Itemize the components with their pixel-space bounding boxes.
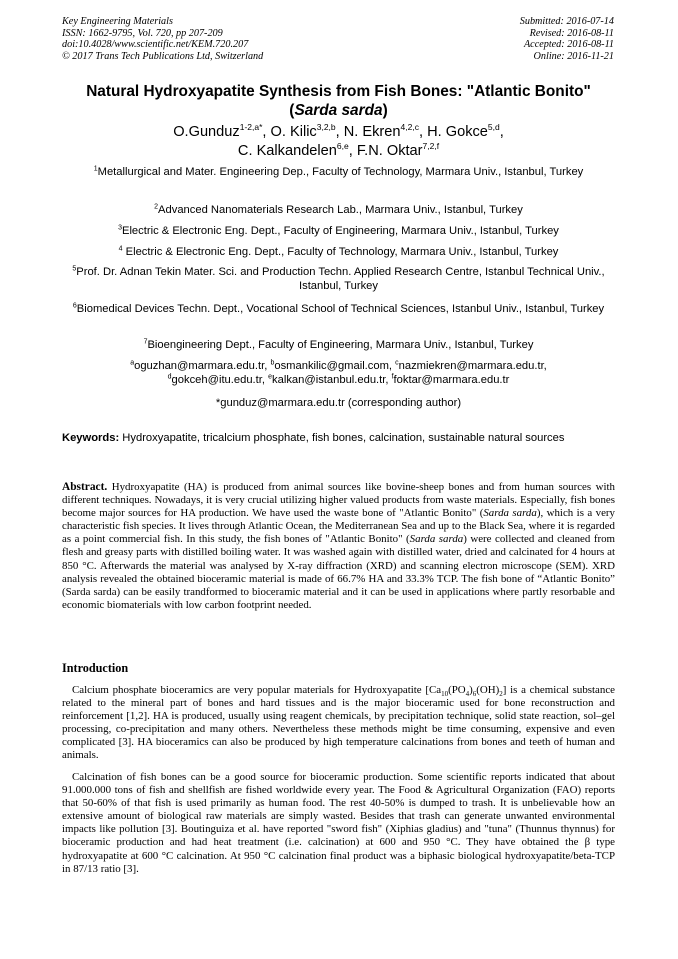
author-name: N. Ekren	[343, 124, 401, 140]
affiliation-3: $^3$Electric & Electronic Eng. Dept., Faculty of Engineering, Marmara Univ., Istanbul, Turkey	[118, 224, 559, 237]
affiliation-6: $^6$Biomedical Devices Techn. Dept., Vocational School of Technical Sciences, Istanbul Univ., Istanbul, Turkey	[72, 302, 605, 315]
affiliation-4: $^4$ Electric & Electronic Eng. Dept., Faculty of Technology, Marmara Univ., Istanbul, Turkey	[118, 245, 559, 258]
email: nazmiekren@marmara.edu.tr,	[398, 360, 547, 372]
abstract: Abstract. Hydroxyapatite (HA) is produced from animal sources like bovine-sheep bones and from human sources with different techniques. Nowadays, it is very crucial utilizing higher valued products from waste materials. Especially, fish bones become major sources for HA production. We have used the waste bone of "Atlantic Bonito" (Sarda sarda), which is a very characteristic fish species. It lives through Atlantic Ocean, the Mediterranean Sea and up to the Black Sea, where it is regarded as a point commercial fish. In this study, the fish bones of "Atlantic Bonito" (Sarda sarda) were collected and cleaned from flesh and greasy parts with distilled boiling water. It was washed again with distilled water, dried and calcinated for 4 hours at 850 °C. Afterwards the material was analysed by X-ray diffraction (XRD) and scanning electron microscope (SEM). XRD analysis revealed the obtained bioceramic material is made of 66.7% HA and 33.3% TCP. The fish bone of “Atlantic Bonito” (Sarda sarda) can be easily trandformed to bioceramic material and it can be used in applications where partly resorbable and economic biomaterials with low carbon footprint needed.	[62, 481, 615, 611]
email-list: $^a$oguzhan@marmara.edu.tr, $^b$osmankilic@gmail.com, $^c$nazmiekren@marmara.edu.tr, $^d$gokceh@itu.edu.tr, $^e$kalkan@istanbul.edu.tr, $^f$foktar@marmara.edu.tr	[130, 359, 547, 386]
date-online: Online: 2016-11-21	[533, 50, 614, 62]
email: kalkan@istanbul.edu.tr,	[272, 373, 392, 386]
affiliation-5: $^5$Prof. Dr. Adnan Tekin Mater. Sci. and Production Techn. Applied Research Centre, Istanbul Technical Univ., Istanbul, Turkey	[72, 265, 605, 292]
affiliation-1: $^1$Metallurgical and Mater. Engineering Dep., Faculty of Technology, Marmara Univ., Istanbul, Turkey	[93, 165, 584, 178]
keywords-text: Hydroxyapatite, tricalcium phosphate, fish bones, calcination, sustainable natural sources	[119, 432, 565, 444]
author-name: F.N. Oktar	[356, 142, 423, 159]
email: oguzhan@marmara.edu.tr,	[134, 360, 271, 372]
author-name: O.Gunduz	[173, 124, 240, 140]
title-species: Sarda sarda	[294, 102, 383, 119]
email: foktar@marmara.edu.tr	[393, 373, 510, 386]
affiliation-7: $^7$Bioengineering Dept., Faculty of Engineering, Marmara Univ., Istanbul, Turkey	[143, 338, 534, 351]
paper-title	[62, 82, 615, 120]
journal-copyright: © 2017 Trans Tech Publications Ltd, Switzerland	[62, 50, 264, 62]
abstract-label: Abstract.	[62, 481, 108, 493]
date-submitted: Submitted: 2016-07-14	[519, 16, 614, 27]
keywords	[62, 431, 615, 445]
author-name: C. Kalkandelen	[237, 142, 337, 159]
title-line-1: Natural Hydroxyapatite Synthesis from Fish Bones: "Atlantic Bonito"	[86, 83, 591, 100]
email: gokceh@itu.edu.tr,	[171, 373, 269, 386]
author-name: H. Gokce	[427, 124, 488, 140]
intro-paragraph-2: Calcination of fish bones can be a good source for bioceramic production. Some scientific reports indicated that about 91.000.000 tons of fish and shellfish are fished worldwide every year. The Food & Agricultural Organization (FAO) reports that 50-60% of that fish is used primarily as human food. The rest 40-50% is dumped to trash. It is unbelievable how an extensive amount of biological raw materials are simply wasted. Besides that trash can generate unwanted environmental impacts like pollution [3]. Boutinguiza et al. have reported "sword fish" (Xiphias gladius) and "tuna" (Thunnus thynnus) for bioceramic production and had heat treatment (i.e. calcination) at 600 and 950 °C. They have obtained the β type hydroxyapatite at 600 °C calcination. At 950 °C calcination final product was a biphasic biological hydroxyapatite/beta-TCP in 87/13 ratio [3].	[62, 771, 615, 875]
journal-doi: doi:10.4028/www.scientific.net/KEM.720.207	[62, 39, 249, 51]
keywords-label: Keywords:	[62, 432, 120, 444]
intro-paragraph-1: Calcium phosphate bioceramics are very popular materials for Hydroxyapatite $[Ca_{10}(PO_4)_6(OH)_2]$ is a chemical substance related to the mineral part of bones and hard tissues and is the major bioceramic used for bone reconstruction and reinforcement [1,2]. HA is produced, usually using reagent chemicals, by precipitation technique, solid state reaction, sol–gel processing, co-precipitation and many others. Nevertheless these methods might be time consuming, expensive and even complicated [3]. HA bioceramics can also be produced by high temperature calcinations from bones and teeth of human and animals.	[62, 684, 616, 762]
email: osmankilic@gmail.com,	[274, 360, 396, 372]
journal-name: Key Engineering Materials	[62, 16, 173, 27]
affiliation-2: $^2$Advanced Nanomaterials Research Lab., Marmara Univ., Istanbul, Turkey	[154, 203, 523, 216]
author-list: O.Gunduz$^{1-2,a*}$, O. Kilic$^{3,2,b}$, N. Ekren$^{4,2,c}$, H. Gokce$^{5,d}$, C. Kalkandelen$^{6,e}$, F.N. Oktar$^{7,2,f}$	[173, 122, 504, 159]
journal-info	[62, 16, 263, 62]
corresponding-author: *gunduz@marmara.edu.tr (corresponding author)	[215, 397, 462, 409]
publication-dates	[520, 16, 614, 62]
section-heading-introduction: Introduction	[62, 661, 129, 675]
journal-issn: ISSN: 1662-9795, Vol. 720, pp 207-209	[62, 27, 223, 39]
date-accepted: Accepted: 2016-08-11	[523, 39, 614, 51]
title-line-2: (Sarda sarda)	[289, 102, 388, 119]
author-name: O. Kilic	[270, 124, 317, 140]
date-revised: Revised: 2016-08-11	[529, 27, 614, 39]
